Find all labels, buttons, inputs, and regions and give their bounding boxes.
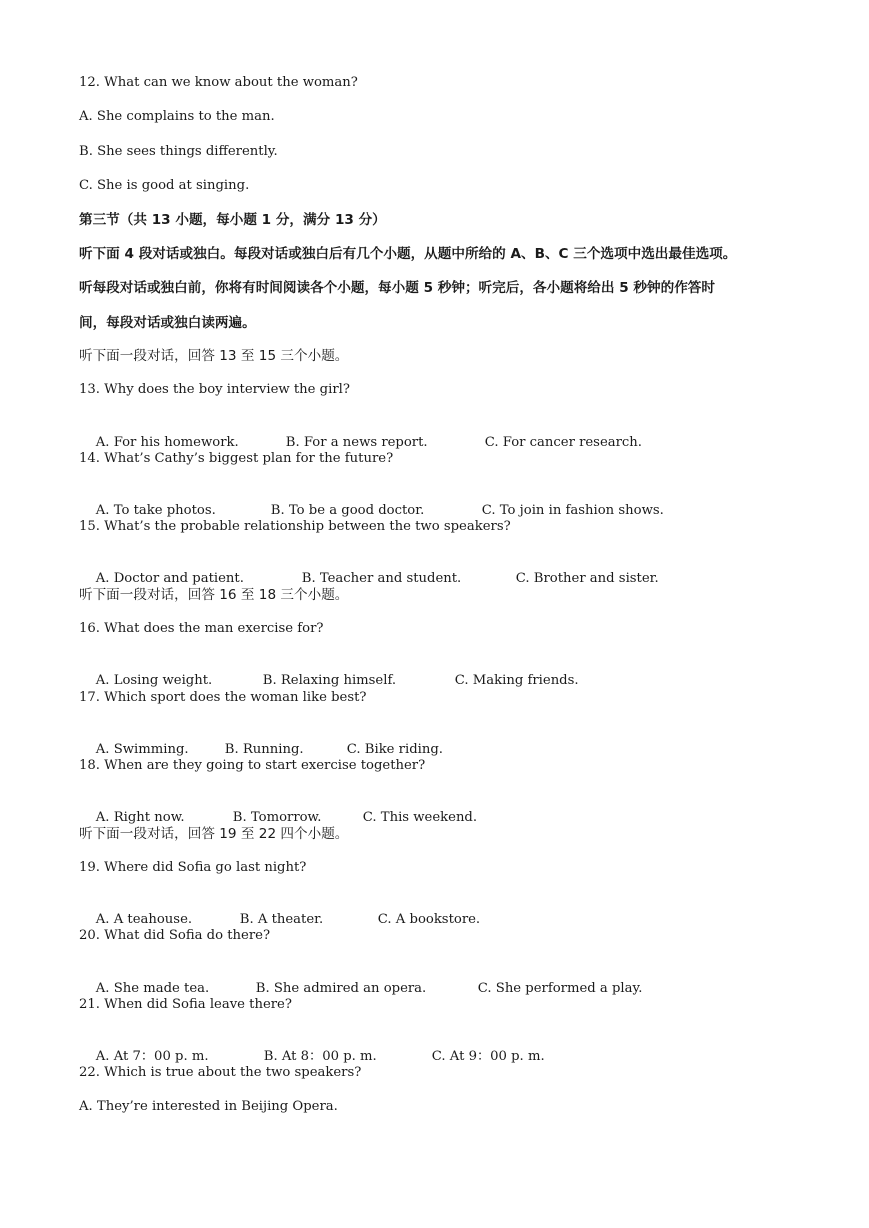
dialogue-intro-13-15: 听下面一段对话，回答 13 至 15 三个小题。 xyxy=(79,348,349,364)
option-21a: A. At 7：00 p. m. xyxy=(95,1049,209,1064)
option-21c: C. At 9：00 p. m. xyxy=(431,1049,545,1064)
option-16b: B. Relaxing himself. xyxy=(262,673,397,688)
option-15c: C. Brother and sister. xyxy=(515,571,659,586)
option-19a: A. A teahouse. xyxy=(95,912,193,927)
option-13a: A. For his homework. xyxy=(95,435,239,450)
question-21: 21. When did Sofia leave there? xyxy=(79,997,292,1012)
option-20a: A. She made tea. xyxy=(95,981,210,996)
dialogue-intro-19-22: 听下面一段对话，回答 19 至 22 四个小题。 xyxy=(79,826,349,842)
option-17a: A. Swimming. xyxy=(95,742,189,757)
option-16c: C. Making friends. xyxy=(454,673,579,688)
option-13b: B. For a news report. xyxy=(285,435,428,450)
option-14b: B. To be a good doctor. xyxy=(270,503,425,518)
question-13: 13. Why does the boy interview the girl? xyxy=(79,382,350,397)
option-18a: A. Right now. xyxy=(95,810,185,825)
option-17c: C. Bike riding. xyxy=(346,742,443,757)
option-20c: C. She performed a play. xyxy=(477,981,643,996)
option-15b: B. Teacher and student. xyxy=(301,571,462,586)
option-12c: C. She is good at singing. xyxy=(79,178,250,193)
option-22a: A. They’re interested in Beijing Opera. xyxy=(79,1099,338,1114)
question-22: 22. Which is true about the two speakers? xyxy=(79,1065,362,1080)
option-14a: A. To take photos. xyxy=(95,503,216,518)
option-12a: A. She complains to the man. xyxy=(79,109,275,124)
question-19: 19. Where did Sofia go last night? xyxy=(79,860,307,875)
option-15a: A. Doctor and patient. xyxy=(95,571,244,586)
question-12: 12. What can we know about the woman? xyxy=(79,75,358,90)
section-heading: 第三节（共 13 小题，每小题 1 分，满分 13 分） xyxy=(79,212,386,228)
section-instructions-2: 听每段对话或独白前，你将有时间阅读各个小题，每小题 5 秒钟；听完后，各小题将给出 5 秒钟的作答时 xyxy=(79,280,715,296)
question-15: 15. What’s the probable relationship between the two speakers? xyxy=(79,519,511,534)
option-17b: B. Running. xyxy=(224,742,304,757)
option-12b: B. She sees things differently. xyxy=(79,144,278,159)
option-13c: C. For cancer research. xyxy=(484,435,642,450)
question-16: 16. What does the man exercise for? xyxy=(79,621,324,636)
option-20b: B. She admired an opera. xyxy=(255,981,427,996)
section-instructions-3: 间，每段对话或独白读两遍。 xyxy=(79,315,256,331)
question-17: 17. Which sport does the woman like best? xyxy=(79,690,367,705)
option-16a: A. Losing weight. xyxy=(95,673,213,688)
dialogue-intro-16-18: 听下面一段对话，回答 16 至 18 三个小题。 xyxy=(79,587,349,603)
option-14c: C. To join in fashion shows. xyxy=(481,503,664,518)
question-18: 18. When are they going to start exercise together? xyxy=(79,758,426,773)
question-14: 14. What’s Cathy’s biggest plan for the future? xyxy=(79,451,394,466)
option-19c: C. A bookstore. xyxy=(377,912,481,927)
option-21b: B. At 8：00 p. m. xyxy=(263,1049,377,1064)
question-20: 20. What did Sofia do there? xyxy=(79,928,271,943)
option-18b: B. Tomorrow. xyxy=(232,810,322,825)
option-19b: B. A theater. xyxy=(239,912,324,927)
section-instructions-1: 听下面 4 段对话或独白。每段对话或独白后有几个小题，从题中所给的 A、B、C 三个选项中选出最佳选项。 xyxy=(79,246,737,262)
option-18c: C. This weekend. xyxy=(362,810,478,825)
